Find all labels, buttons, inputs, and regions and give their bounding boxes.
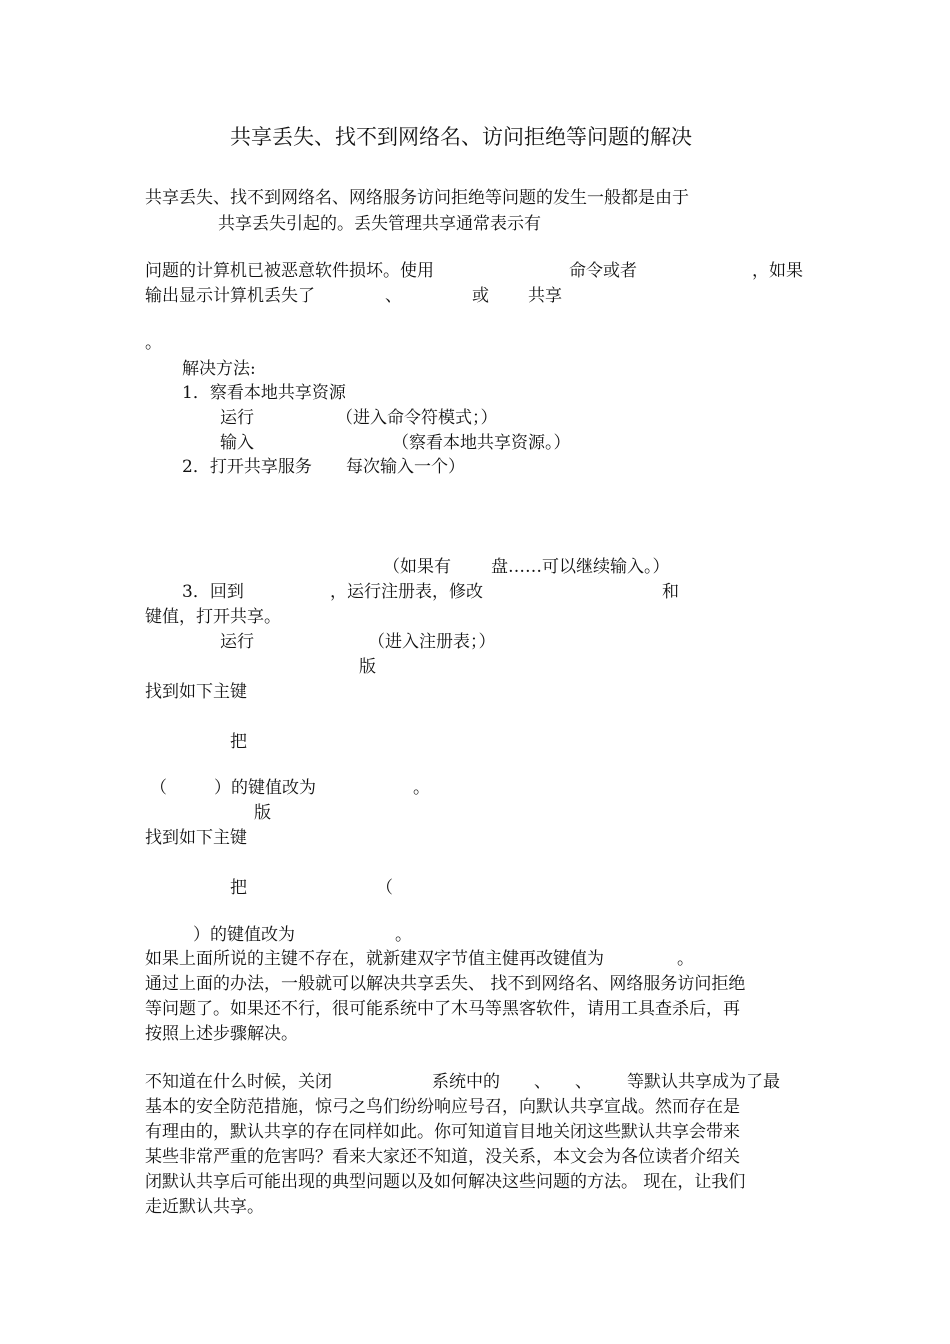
- intro-line-4c: 或: [472, 286, 489, 306]
- document-title: 共享丢失、找不到网络名、访问拒绝等问题的解决: [230, 125, 692, 149]
- after-line-2: 通过上面的办法，一般就可以解决共享丢失、 找不到网络名、网络服务访问拒绝: [145, 974, 746, 994]
- step1-input-label: 输入: [220, 433, 254, 453]
- after-line-1b: 。: [677, 949, 694, 969]
- step1-title: 1．察看本地共享资源: [182, 383, 346, 403]
- step2-title: 2．打开共享服务: [182, 457, 312, 477]
- intro-line-2: 共享丢失引起的。丢失管理共享通常表示有: [218, 214, 541, 234]
- closing-line-1a: 不知道在什么时候，关闭: [145, 1072, 332, 1092]
- intro-line-4d: 共享: [528, 286, 562, 306]
- step3-paren-open-1: （: [150, 778, 167, 798]
- solution-heading: 解决方法:: [182, 359, 256, 379]
- step3-version-2: 版: [254, 803, 271, 823]
- closing-line-2: 基本的安全防范措施，惊弓之鸟们纷纷响应号召，向默认共享宣战。然而存在是: [145, 1097, 740, 1117]
- closing-line-1c: 、: [534, 1072, 551, 1092]
- closing-line-3: 有理由的，默认共享的存在同样如此。你可知道盲目地关闭这些默认共享会带来: [145, 1122, 740, 1142]
- step3-find-key-1: 找到如下主键: [145, 682, 247, 702]
- step3-title-c: 和: [662, 582, 679, 602]
- step3-ba-2: 把: [230, 878, 247, 898]
- intro-line-4a: 输出显示计算机丢失了: [145, 286, 315, 306]
- intro-line-3b: 命令或者: [569, 261, 637, 281]
- intro-line-3a: 问题的计算机已被恶意软件损坏。使用: [145, 261, 434, 281]
- after-line-1a: 如果上面所说的主键不存在，就新建双字节值主健再改键值为: [145, 949, 604, 969]
- closing-line-1d: 、: [575, 1072, 592, 1092]
- step3-paren-close-2: ）的键值改为: [193, 925, 295, 945]
- intro-line-3c: ，如果: [752, 261, 803, 281]
- step3-paren-close-1: ）的键值改为: [214, 778, 316, 798]
- step3-paren-open-2: （: [376, 878, 393, 898]
- step3-find-key-2: 找到如下主键: [145, 828, 247, 848]
- closing-line-4: 某些非常严重的危害吗？看来大家还不知道，没关系，本文会为各位读者介绍关: [145, 1147, 740, 1167]
- step2-note-a: （如果有: [383, 557, 451, 577]
- after-line-4: 按照上述步骤解决。: [145, 1024, 298, 1044]
- step1-input-note: （察看本地共享资源。）: [392, 433, 571, 453]
- closing-line-6: 走近默认共享。: [145, 1197, 264, 1217]
- step2-title-note: 每次输入一个）: [346, 457, 465, 477]
- closing-line-1e: 等默认共享成为了最: [627, 1072, 780, 1092]
- closing-line-5: 闭默认共享后可能出现的典型问题以及如何解决这些问题的方法。 现在，让我们: [145, 1172, 746, 1192]
- step3-ba-1: 把: [230, 732, 247, 752]
- step3-run-note: （进入注册表；）: [368, 632, 496, 652]
- step3-version-1: 版: [359, 657, 376, 677]
- intro-line-1: 共享丢失、找不到网络名、网络服务访问拒绝等问题的发生一般都是由于: [145, 188, 689, 208]
- step3-period-1: 。: [413, 778, 430, 798]
- step3-title-a: 3．回到: [182, 582, 244, 602]
- closing-line-1b: 系统中的: [432, 1072, 500, 1092]
- step1-run-label: 运行: [220, 408, 254, 428]
- step3-run-label: 运行: [220, 632, 254, 652]
- step3-period-2: 。: [395, 925, 412, 945]
- step3-title-b: ，运行注册表，修改: [330, 582, 483, 602]
- step2-note-b: 盘……可以继续输入。）: [491, 557, 670, 577]
- intro-period: 。: [145, 333, 162, 353]
- step3-line-2: 键值，打开共享。: [145, 607, 281, 627]
- intro-line-4b: 、: [385, 286, 402, 306]
- after-line-3: 等问题了。如果还不行，很可能系统中了木马等黑客软件，请用工具查杀后，再: [145, 999, 740, 1019]
- step1-run-note: （进入命令符模式；）: [336, 408, 498, 428]
